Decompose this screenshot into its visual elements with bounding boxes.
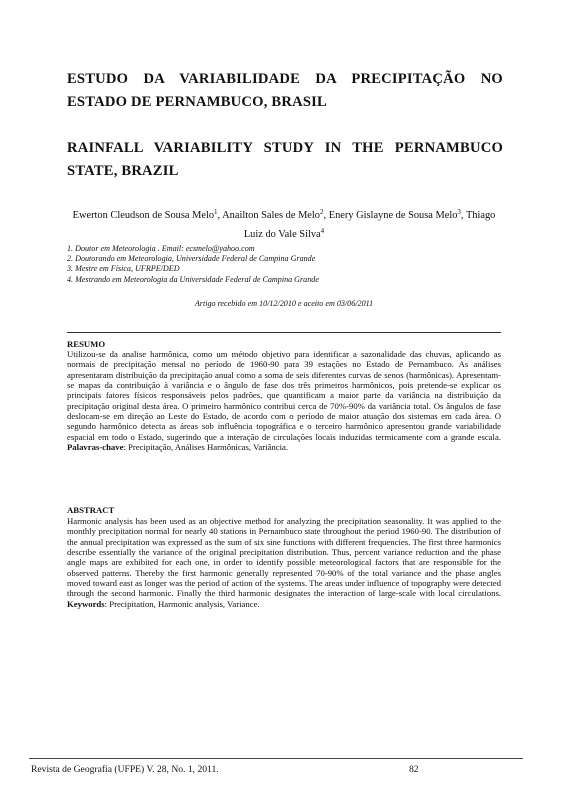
author-name: Thiago Luiz do Vale Silva (243, 210, 496, 240)
keywords-list: : Precipitação, Análises Harmônicas, Variância. (123, 442, 289, 453)
affiliation-item: 1. Doutor em Meteorologia . Email: ecsmelo@yahoo.com (67, 243, 255, 253)
section-divider (67, 332, 501, 333)
resumo-body: Utilizou-se da analise harmônica, como um método objetivo para identificar a sazonalidade das chuvas, aplicando as normais de precipitação mensal no período de 1960-90 para 39 estações no Estado de Pernambuco. As análises apresentaram distribuição da precipitação anual como a soma de seis diferentes curvas de senos (harmônicas). Apresentam-se mapas da contribuição à variância e o ângulo de fase dos três primeiros harmônicos, pois pretende-se explicar os principais fatores físicos responsáveis pelos padrões, que quantificam a maior parte da variância na distribuição da precipitação original desta área. O primeiro harmônico contribui cerca de 70%-90% da variância total. Os ângulos de fase deslocam-se em direção ao Leste do Estado, de acordo com o período de maior atuação dos sistemas em cada área. O segundo harmônico detecta as áreas sob influência topográfica e o terceiro harmônico apresentou grande variabilidade espacial em todo o Estado, sugerindo que a interação de circulações locais induzidas termicamente com a grande escala. (67, 349, 501, 442)
author-separator: , (217, 210, 223, 221)
abstract-keywords (67, 599, 260, 609)
affiliation-item: 3. Mestre em Física, UFRPE/DED (67, 264, 180, 274)
author-name: Enery Gislayne de Sousa Melo (328, 210, 458, 221)
received-date-note: Artigo recebido em 10/12/2010 e aceito em 03/06/2011 (194, 299, 374, 308)
affiliations (67, 244, 507, 286)
author-separator: , (323, 210, 329, 221)
affiliation-item: 4. Mestrando em Meteorologia da Universidade Federal de Campina Grande (67, 274, 319, 284)
author-superscript: 1 (214, 208, 218, 216)
abstract-body: Harmonic analysis has been used as an objective method for analyzing the precipitation seasonality. It was applied to the monthly precipitation normal for nearly 40 stations in Pernambuco state throughout the period 1960-90. The distribution of the annual precipitation was expressed as the sum of six sine functions with different frequencies. The first three harmonics describe essentially the variance of the original precipitation distribution. Thus, percent variance reduction and the phase angle maps are exhibited for each one, in order to identify possible meteorological factors that are responsible for the observed patterns. Thereby the first harmonic generally represented 70-90% of the total variance and the phase angles moved toward east as longer was the period of action of the systems. The areas under influence of topography were detected through the second harmonic. Finally the third harmonic designates the interaction of large-scale with local circulations. (67, 516, 501, 599)
title-english: RAINFALL VARIABILITY STUDY IN THE PERNAMBUCO STATE, BRAZIL (67, 140, 503, 179)
keywords-label: Palavras-chave (67, 442, 124, 453)
author-superscript: 3 (457, 208, 461, 216)
resumo-keywords (67, 442, 288, 452)
author-list (67, 206, 501, 244)
author-name: Anailton Sales de Melo (222, 210, 321, 221)
resumo-section (67, 349, 501, 452)
resumo-heading: RESUMO (67, 339, 106, 349)
footer-journal: Revista de Geografia (UFPE) V. 28, No. 1, 2011. (31, 764, 219, 775)
abstract-heading: ABSTRACT (67, 505, 115, 515)
abstract-section (67, 516, 501, 609)
author-superscript: 2 (320, 208, 324, 216)
keywords-list: : Precipitation, Harmonic analysis, Variance. (104, 598, 260, 609)
author-separator: , (460, 210, 466, 221)
author-superscript: 4 (320, 227, 325, 235)
affiliation-item: 2. Doutorando em Meteorologia, Universidade Federal de Campina Grande (67, 253, 316, 263)
page-number: 82 (409, 764, 419, 775)
author-name: Ewerton Cleudson de Sousa Melo (72, 210, 215, 221)
footer-divider (29, 758, 523, 759)
title-portuguese: ESTUDO DA VARIABILIDADE DA PRECIPITAÇÃO NO ESTADO DE PERNAMBUCO, BRASIL (67, 71, 503, 110)
keywords-label: Keywords (67, 598, 105, 609)
